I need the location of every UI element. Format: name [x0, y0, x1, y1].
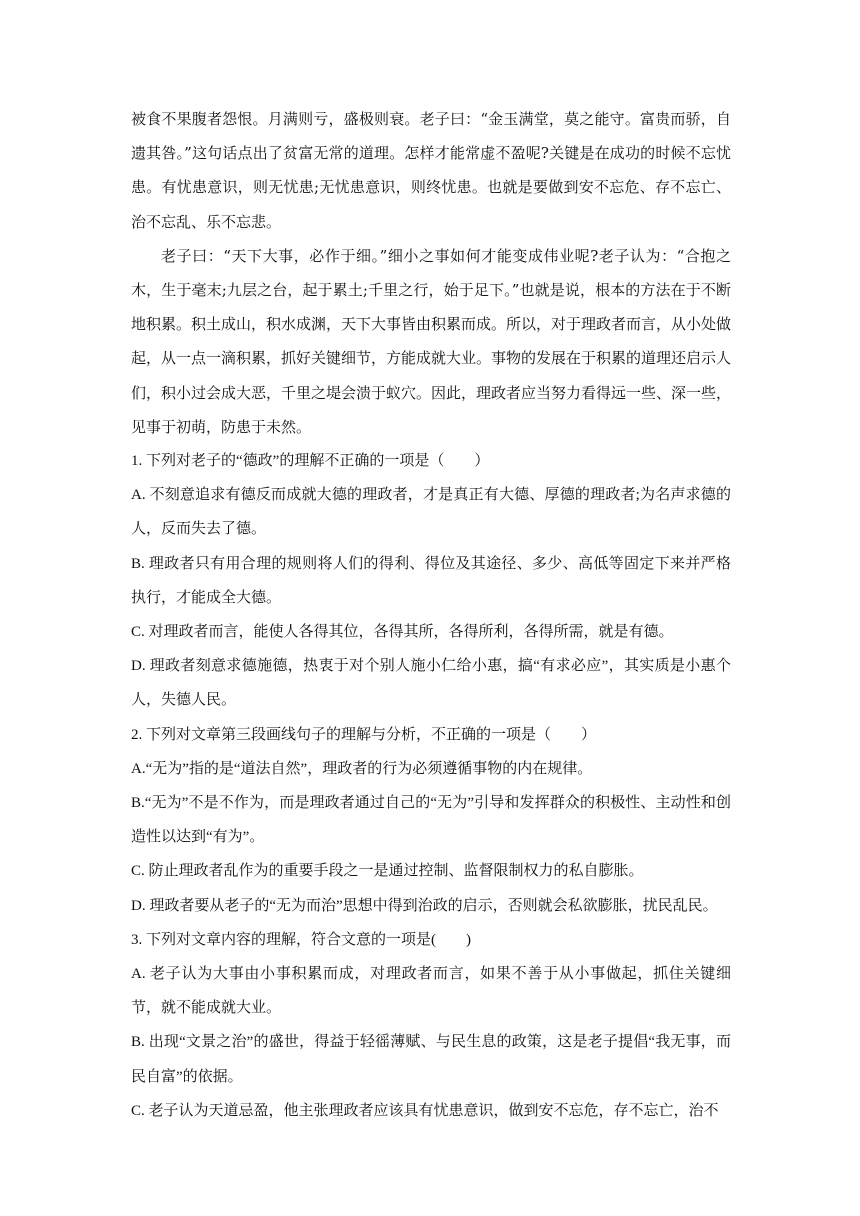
question-1	[131, 444, 731, 718]
question-2	[131, 718, 731, 923]
option-a: A. 老子认为大事由小事积累而成，对理政者而言，如果不善于从小事做起，抓住关键细节，就不能成就大业。	[131, 966, 731, 1017]
question-stem: 2. 下列对文章第三段画线句子的理解与分析，不正确的一项是（ ）	[131, 726, 597, 743]
option-c: C. 老子认为天道忌盈，他主张理政者应该具有忧患意识，做到安不忘危，存不忘亡，治不	[131, 1102, 719, 1119]
option-a: A.“无为”指的是“道法自然”，理政者的行为必须遵循事物的内在规律。	[131, 760, 593, 777]
option-c: C. 防止理政者乱作为的重要手段之一是通过控制、监督限制权力的私自膨胀。	[131, 863, 644, 880]
question-stem: 1. 下列对老子的“德政”的理解不正确的一项是（ ）	[131, 453, 490, 470]
option-b: B. 理政者只有用合理的规则将人们的得利、得位及其途径、多少、高低等固定下来并严格执行，才能成全大德。	[131, 555, 731, 606]
option-d: D. 理政者刻意求德施德，热衷于对个别人施小仁给小惠，搞“有求必应”，其实质是小惠个人，失德人民。	[131, 658, 731, 709]
passage-paragraph: 老子曰：“天下大事，必作于细。”细小之事如何才能变成伟业呢?老子认为：“合抱之木，生于毫末;九层之台，起于累土;千里之行，始于足下。”也就是说，根本的方法在于不断地积累。积土成山，积水成渊，天下大事皆由积累而成。所以，对于理政者而言，从小处做起，从一点一滴积累，抓好关键细节，方能成就大业。事物的发展在于积累的道理还启示人们，积小过会成大恶，千里之堤会溃于蚁穴。因此，理政者应当努力看得远一些、深一些，见事于初萌，防患于未然。	[131, 246, 732, 436]
question-stem: 3. 下列对文章内容的理解，符合文意的一项是( )	[131, 931, 471, 948]
option-d: D. 理政者要从老子的“无为而治”思想中得到治政的启示，否则就会私欲膨胀，扰民乱民。	[131, 897, 718, 914]
option-a: A. 不刻意追求有德反而成就大德的理政者，才是真正有大德、厚德的理政者;为名声求德的人，反而失去了德。	[131, 487, 731, 538]
question-3	[131, 923, 731, 1128]
option-b: B. 出现“文景之治”的盛世，得益于轻徭薄赋、与民生息的政策，这是老子提倡“我无事，而民自富”的依据。	[131, 1034, 731, 1085]
option-b: B.“无为”不是不作为，而是理政者通过自己的“无为”引导和发挥群众的积极性、主动性和创造性以达到“有为”。	[131, 795, 731, 846]
document-body	[131, 102, 731, 1128]
option-c: C. 对理政者而言，能使人各得其位，各得其所，各得所利，各得所需，就是有德。	[131, 624, 674, 641]
passage-paragraph: 被食不果腹者怨恨。月满则亏，盛极则衰。老子曰：“金玉满堂，莫之能守。富贵而骄，自遗其咎。”这句话点出了贫富无常的道理。怎样才能常虚不盈呢?关键是在成功的时候不忘忧患。有忧患意识，则无忧患;无忧患意识，则终忧患。也就是要做到安不忘危、存不忘亡、治不忘乱、乐不忘悲。	[131, 110, 731, 231]
